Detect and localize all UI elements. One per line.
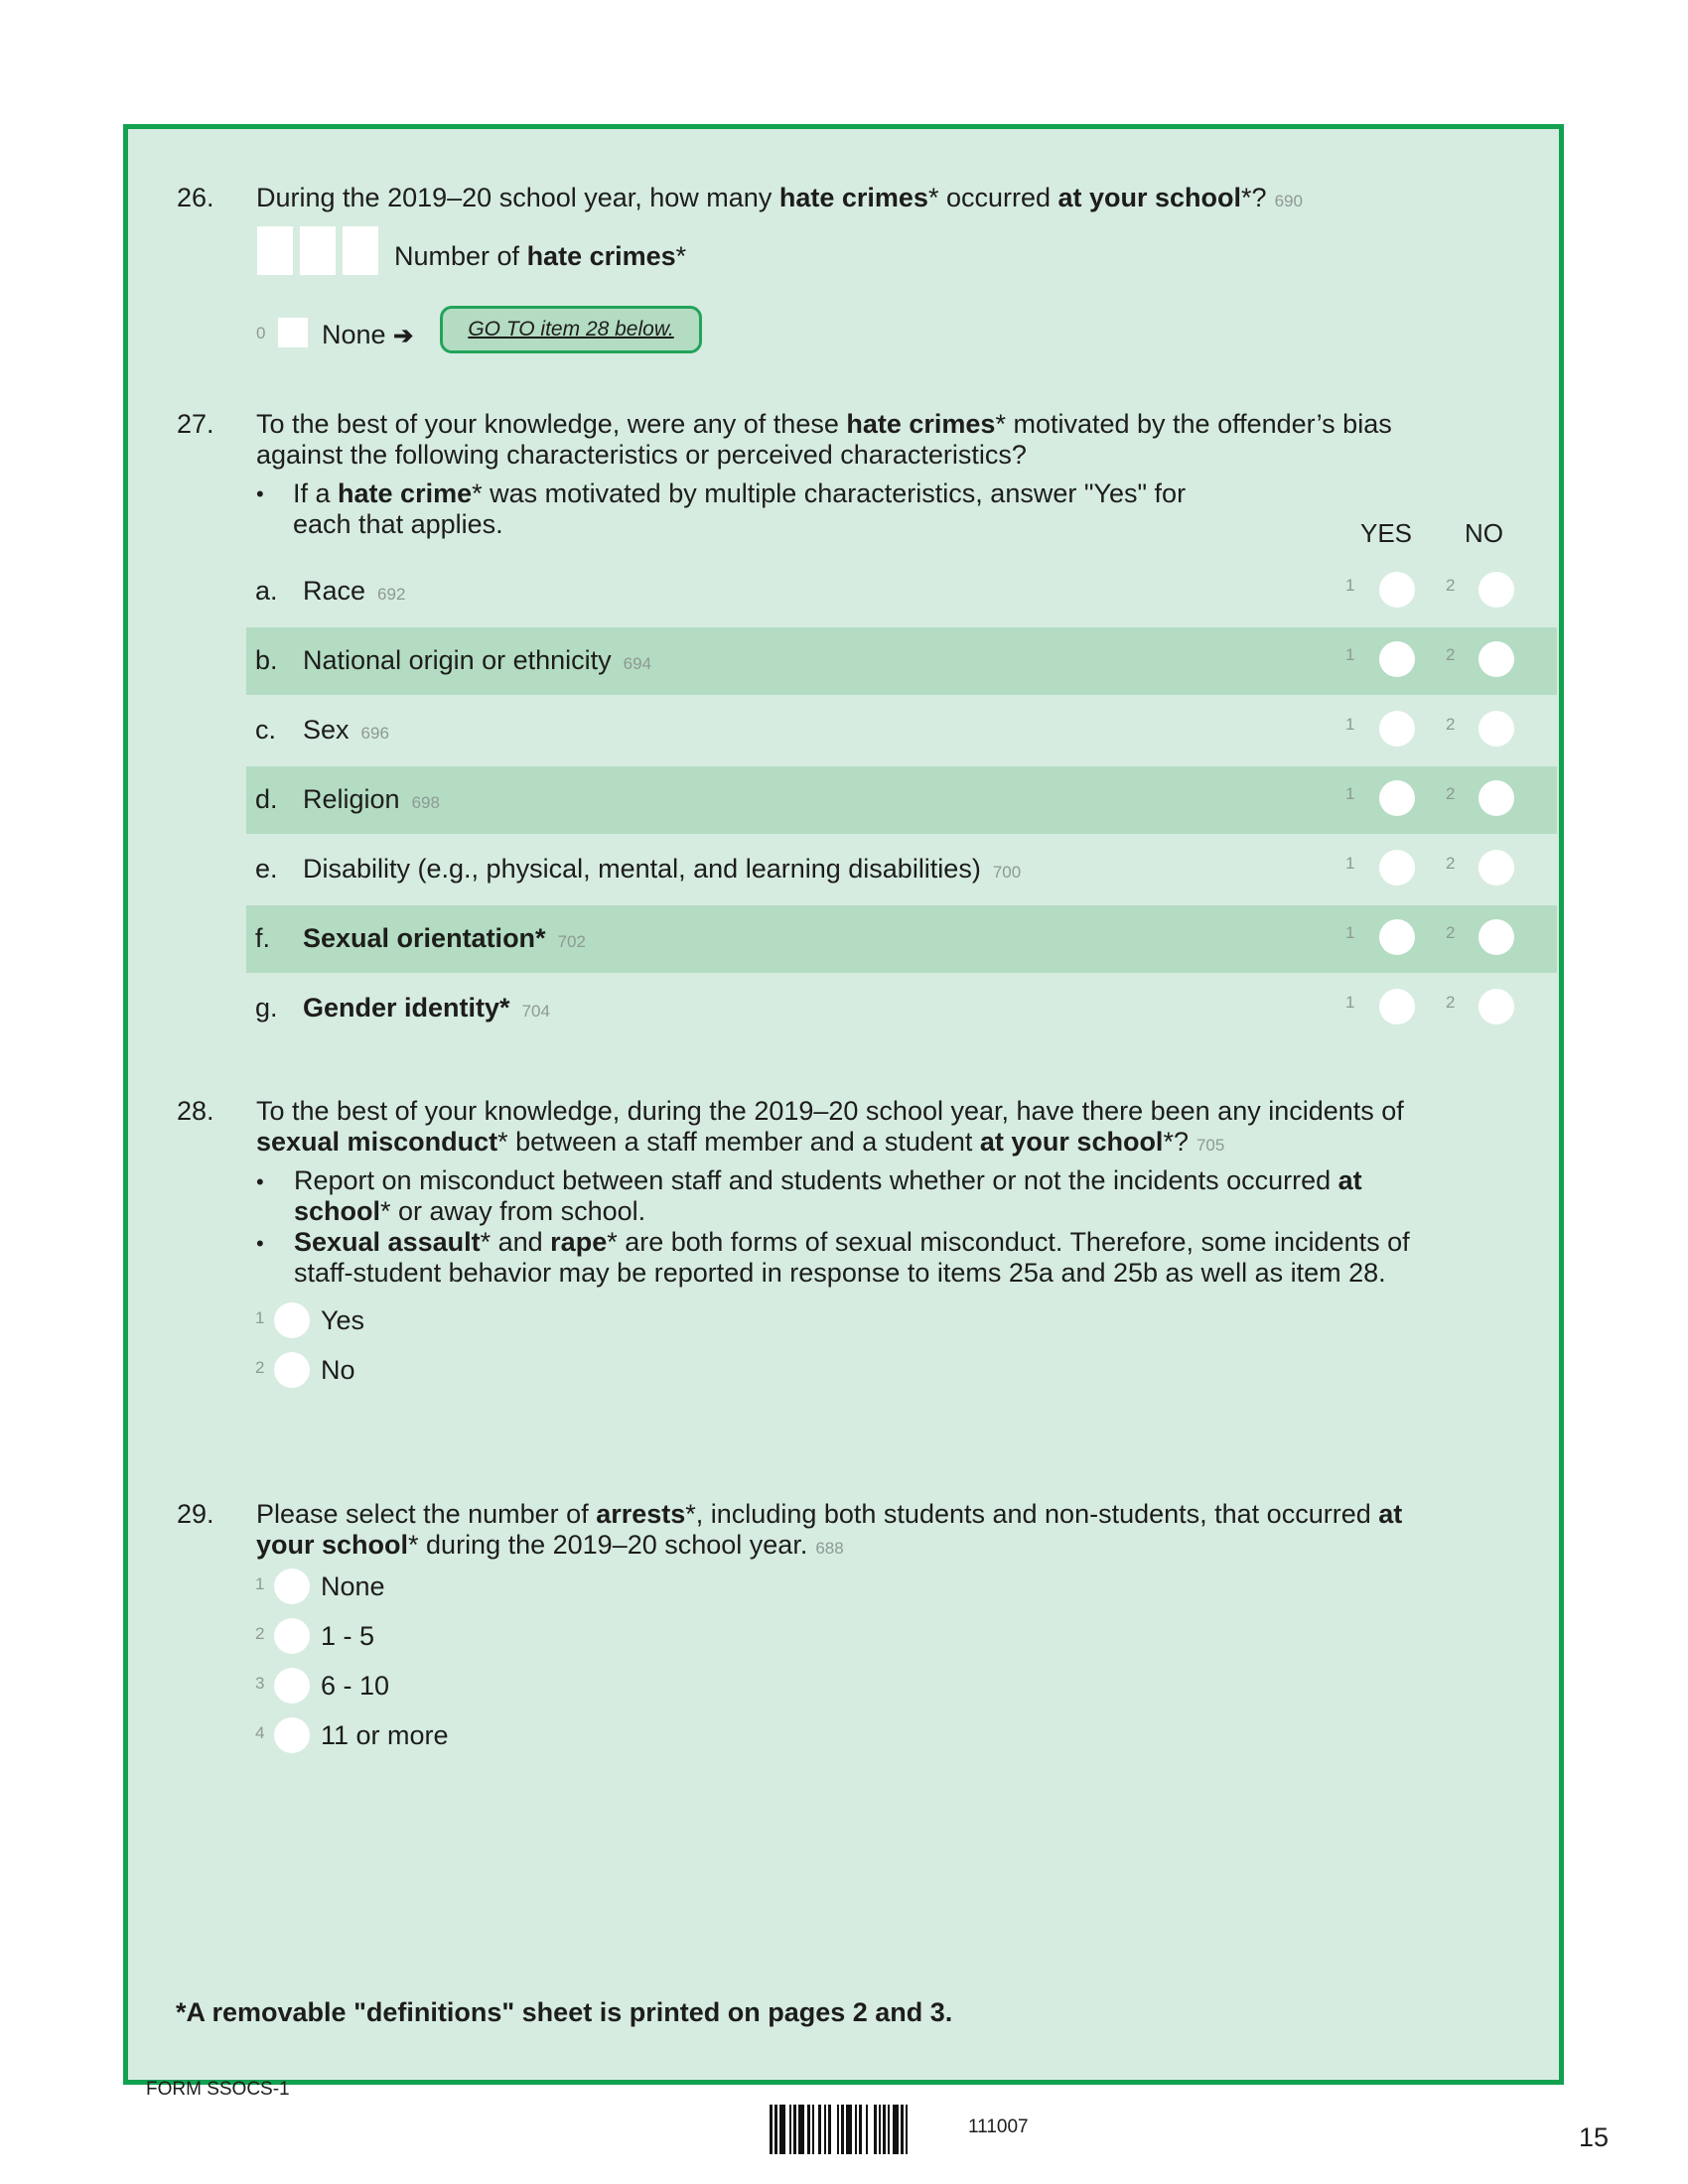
definitions-note: *A removable "definitions" sheet is printed on pages 2 and 3. xyxy=(176,1997,953,2027)
yes-radio[interactable] xyxy=(1379,919,1415,955)
yes-code: 1 xyxy=(1345,854,1355,873)
row-letter: d. xyxy=(255,784,278,814)
q28-bullet-bold: at xyxy=(1337,1165,1362,1195)
item-code: 702 xyxy=(557,932,586,951)
q29-text-bold: your school xyxy=(256,1530,409,1560)
option-radio[interactable] xyxy=(274,1717,310,1753)
characteristic-name: National origin or ethnicity xyxy=(303,645,612,675)
q28-bullet-text: Report on misconduct between staff and students whether or not the incidents occurred xyxy=(294,1165,1338,1195)
row-letter: a. xyxy=(255,576,278,606)
option-label: 1 - 5 xyxy=(321,1621,375,1651)
label-text: * xyxy=(675,241,687,271)
q26-text: * occurred xyxy=(927,183,1058,212)
q29-text: *, including both students and non-students, that occurred xyxy=(685,1499,1379,1529)
item-code: 692 xyxy=(377,585,406,604)
yes-code: 1 xyxy=(1345,576,1355,595)
yes-radio[interactable] xyxy=(1379,711,1415,747)
q27-text: * motivated by the offender’s bias xyxy=(995,409,1392,439)
no-radio[interactable] xyxy=(1478,989,1514,1024)
hate-crimes-count-label xyxy=(394,241,686,272)
characteristic-name: Disability (e.g., physical, mental, and learning disabilities) xyxy=(303,854,981,884)
characteristic-row-label xyxy=(303,923,586,954)
q27-text-bold: hate crimes xyxy=(846,409,996,439)
page-number: 15 xyxy=(1579,2122,1610,2152)
q27-note-bold: hate crime xyxy=(338,478,473,508)
row-letter: e. xyxy=(255,854,278,884)
yes-radio[interactable] xyxy=(1379,572,1415,608)
label-text: Number of xyxy=(394,241,527,271)
characteristic-row-label xyxy=(303,854,1021,885)
characteristic-name: Sex xyxy=(303,715,350,745)
option-label: 6 - 10 xyxy=(321,1671,390,1701)
no-column-header: NO xyxy=(1465,518,1503,548)
no-radio[interactable] xyxy=(1478,641,1514,677)
bullet: • xyxy=(256,1169,264,1194)
q28-number: 28. xyxy=(177,1096,214,1126)
yes-code: 1 xyxy=(1345,784,1355,803)
q29-number: 29. xyxy=(177,1499,214,1529)
characteristic-name: Gender identity* xyxy=(303,993,510,1023)
row-letter: f. xyxy=(255,923,271,953)
option-label: Yes xyxy=(321,1305,365,1335)
option-code: 2 xyxy=(255,1358,265,1377)
option-code: 2 xyxy=(255,1624,265,1643)
option-label: 11 or more xyxy=(321,1720,449,1750)
row-letter: g. xyxy=(255,993,278,1023)
yes-radio[interactable] xyxy=(1379,989,1415,1024)
q28-bullet-text: * and xyxy=(480,1227,551,1257)
q29-question xyxy=(256,1499,1402,1564)
q28-bullet-bold: rape xyxy=(550,1227,608,1257)
form-id: FORM SSOCS-1 xyxy=(146,2079,290,2100)
no-code: 2 xyxy=(1446,923,1456,942)
q28-bullet-2 xyxy=(294,1227,1410,1289)
goto-text: GO TO item 28 below. xyxy=(468,318,674,341)
no-code: 2 xyxy=(1446,715,1456,734)
item-code: 698 xyxy=(411,793,440,812)
label-text-bold: hate crimes xyxy=(526,241,676,271)
goto-item-28-callout xyxy=(440,306,702,353)
characteristic-name: Sexual orientation* xyxy=(303,923,546,953)
yes-code: 1 xyxy=(1345,923,1355,942)
q28-text: * between a staff member and a student xyxy=(497,1127,980,1157)
no-radio[interactable] xyxy=(1478,919,1514,955)
row-letter: b. xyxy=(255,645,278,675)
bullet: • xyxy=(256,481,264,506)
q29-text-bold: arrests xyxy=(596,1499,686,1529)
no-code: 2 xyxy=(1446,645,1456,664)
q29-text: * during the 2019–20 school year. xyxy=(408,1530,808,1560)
barcode-number: 111007 xyxy=(968,2116,1029,2137)
characteristic-row-label xyxy=(303,645,651,676)
q26-text-bold: at your school xyxy=(1057,183,1242,212)
option-code: 1 xyxy=(255,1308,265,1327)
option-code: 3 xyxy=(255,1674,265,1693)
yes-code: 1 xyxy=(1345,715,1355,734)
option-code: 4 xyxy=(255,1723,265,1742)
none-text: None xyxy=(322,320,386,349)
item-code: 690 xyxy=(1274,192,1303,210)
arrow-right-icon: ➔ xyxy=(393,323,414,349)
option-radio[interactable] xyxy=(274,1302,310,1338)
q28-bullet-text: staff-student behavior may be reported in response to items 25a and 25b as well as item 28. xyxy=(294,1258,1386,1288)
row-letter: c. xyxy=(255,715,277,745)
q26-text: *? xyxy=(1241,183,1267,212)
characteristic-row-label xyxy=(303,576,405,607)
characteristic-row-label xyxy=(303,784,440,815)
no-radio[interactable] xyxy=(1478,711,1514,747)
option-radio[interactable] xyxy=(274,1569,310,1604)
q26-number: 26. xyxy=(177,183,214,212)
item-code: 694 xyxy=(623,654,652,673)
q27-text: against the following characteristics or perceived characteristics? xyxy=(256,440,1027,470)
q27-question xyxy=(256,409,1392,471)
option-code: 1 xyxy=(255,1574,265,1593)
q28-bullet-bold: school xyxy=(294,1196,381,1226)
q27-note-text: * was motivated by multiple characteristics, answer "Yes" for xyxy=(472,478,1187,508)
option-radio[interactable] xyxy=(274,1618,310,1654)
yes-code: 1 xyxy=(1345,993,1355,1012)
bullet: • xyxy=(256,1231,264,1256)
q27-note xyxy=(293,478,1186,540)
q28-bullet-1 xyxy=(294,1165,1362,1227)
no-radio[interactable] xyxy=(1478,572,1514,608)
barcode xyxy=(770,2105,908,2154)
no-radio[interactable] xyxy=(1478,780,1514,816)
q28-text: To the best of your knowledge, during the 2019–20 school year, have there been any incidents of xyxy=(256,1096,1404,1126)
q28-bullet-bold: Sexual assault xyxy=(294,1227,481,1257)
characteristic-name: Race xyxy=(303,576,366,606)
characteristic-name: Religion xyxy=(303,784,400,814)
q29-text-bold: at xyxy=(1378,1499,1403,1529)
barcode-bar xyxy=(906,2105,908,2154)
none-code: 0 xyxy=(256,324,266,342)
option-label: None xyxy=(321,1571,385,1601)
q27-note-text: If a xyxy=(293,478,339,508)
item-code: 688 xyxy=(815,1539,844,1558)
item-code: 705 xyxy=(1196,1136,1225,1155)
hate-crimes-digit-2[interactable] xyxy=(300,226,336,275)
q28-text: *? xyxy=(1163,1127,1189,1157)
q28-bullet-text: * or away from school. xyxy=(380,1196,646,1226)
characteristic-row-label xyxy=(303,715,389,746)
item-code: 704 xyxy=(521,1002,550,1021)
none-label xyxy=(322,320,413,351)
q26-question xyxy=(256,183,1303,216)
no-code: 2 xyxy=(1446,854,1456,873)
yes-column-header: YES xyxy=(1360,518,1413,548)
yes-code: 1 xyxy=(1345,645,1355,664)
no-radio[interactable] xyxy=(1478,850,1514,886)
characteristic-row-label xyxy=(303,993,550,1024)
q27-text: To the best of your knowledge, were any of these xyxy=(256,409,847,439)
q27-note-text: each that applies. xyxy=(293,509,503,539)
yes-radio[interactable] xyxy=(1379,850,1415,886)
q27-number: 27. xyxy=(177,409,214,439)
option-label: No xyxy=(321,1355,355,1385)
q26-text: During the 2019–20 school year, how many xyxy=(256,183,779,212)
q26-text-bold: hate crimes xyxy=(778,183,928,212)
no-code: 2 xyxy=(1446,993,1456,1012)
row-shading-band xyxy=(246,766,1557,834)
no-code: 2 xyxy=(1446,784,1456,803)
q29-text: Please select the number of xyxy=(256,1499,597,1529)
q28-text-bold: sexual misconduct xyxy=(256,1127,498,1157)
option-radio[interactable] xyxy=(274,1352,310,1388)
option-radio[interactable] xyxy=(274,1668,310,1704)
q28-bullet-text: * are both forms of sexual misconduct. Therefore, some incidents of xyxy=(607,1227,1410,1257)
hate-crimes-digit-1[interactable] xyxy=(257,226,293,275)
hate-crimes-digit-3[interactable] xyxy=(343,226,378,275)
q28-text-bold: at your school xyxy=(979,1127,1164,1157)
item-code: 700 xyxy=(992,863,1022,882)
none-checkbox[interactable] xyxy=(278,318,308,347)
q28-question xyxy=(256,1096,1404,1160)
no-code: 2 xyxy=(1446,576,1456,595)
item-code: 696 xyxy=(360,724,389,743)
yes-radio[interactable] xyxy=(1379,780,1415,816)
yes-radio[interactable] xyxy=(1379,641,1415,677)
